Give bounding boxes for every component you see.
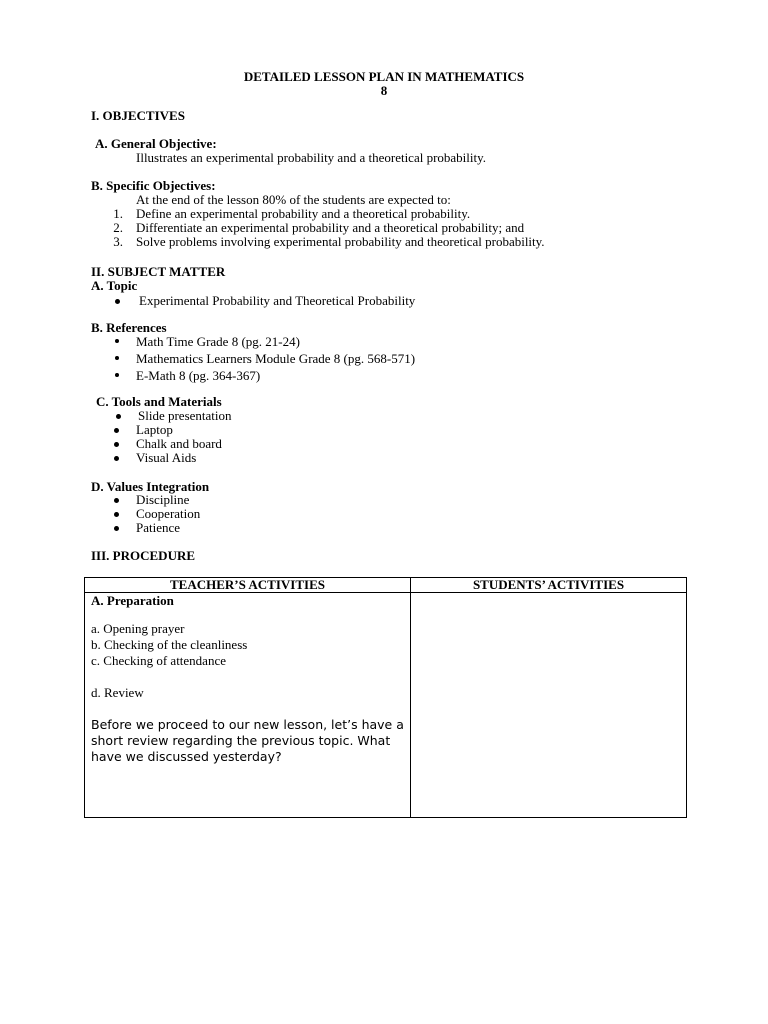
document-grade: 8 <box>380 83 388 98</box>
list-item: E-Math 8 (pg. 364-367) <box>136 368 261 383</box>
preparation-label: A. Preparation <box>91 593 174 608</box>
list-item: Slide presentation <box>138 408 232 423</box>
bullet-icon <box>114 456 119 461</box>
list-number: 2. <box>113 220 123 235</box>
list-item: Patience <box>136 520 181 535</box>
tools-label: C. Tools and Materials <box>96 394 222 409</box>
list-number: 3. <box>113 234 123 249</box>
list-item: Visual Aids <box>136 450 197 465</box>
bullet-icon <box>116 414 121 419</box>
list-item: Laptop <box>136 422 173 437</box>
general-objective-text: Illustrates an experimental probability and a theoretical probability. <box>136 150 487 165</box>
list-item: Cooperation <box>136 506 201 521</box>
review-text-line: have we discussed yesterday? <box>91 749 282 764</box>
table-row <box>85 593 687 818</box>
objectives-heading: I. OBJECTIVES <box>91 108 185 123</box>
list-item: b. Checking of the cleanliness <box>91 637 248 652</box>
teacher-activities-cell <box>85 593 411 818</box>
procedure-heading: III. PROCEDURE <box>91 548 196 563</box>
bullet-icon <box>115 339 119 343</box>
list-item: Experimental Probability and Theoretical Probability <box>139 293 416 308</box>
review-text-line: short review regarding the previous topic. What <box>91 733 391 748</box>
bullet-icon <box>114 428 119 433</box>
list-item: Mathematics Learners Module Grade 8 (pg. 568-571) <box>136 351 416 366</box>
list-item: Solve problems involving experimental probability and theoretical probability. <box>136 234 545 249</box>
bullet-icon <box>114 498 119 503</box>
list-item: a. Opening prayer <box>91 621 185 636</box>
students-activities-header: STUDENTS’ ACTIVITIES <box>411 578 687 593</box>
teacher-activities-header: TEACHER’S ACTIVITIES <box>85 578 411 593</box>
list-item: Chalk and board <box>136 436 222 451</box>
bullet-icon <box>114 526 119 531</box>
list-item: Discipline <box>136 492 190 507</box>
bullet-icon <box>114 512 119 517</box>
subject-matter-heading: II. SUBJECT MATTER <box>91 264 226 279</box>
procedure-table <box>84 577 687 818</box>
specific-objectives-intro: At the end of the lesson 80% of the students are expected to: <box>136 192 451 207</box>
list-item: Math Time Grade 8 (pg. 21-24) <box>136 334 300 349</box>
specific-objectives-label: B. Specific Objectives: <box>91 178 216 193</box>
list-item: Define an experimental probability and a theoretical probability. <box>136 206 471 221</box>
values-label: D. Values Integration <box>91 479 210 494</box>
topic-label: A. Topic <box>91 278 138 293</box>
students-activities-cell <box>411 593 687 818</box>
list-item: Differentiate an experimental probability and a theoretical probability; and <box>136 220 525 235</box>
bullet-icon <box>115 373 119 377</box>
review-text-line: Before we proceed to our new lesson, let’s have a <box>91 717 404 732</box>
references-label: B. References <box>91 320 167 335</box>
table-header-row <box>85 578 687 593</box>
bullet-icon <box>115 299 120 304</box>
list-item: c. Checking of attendance <box>91 653 226 668</box>
review-label: d. Review <box>91 685 144 700</box>
document-title: DETAILED LESSON PLAN IN MATHEMATICS <box>243 69 525 84</box>
bullet-icon <box>115 356 119 360</box>
general-objective-label: A. General Objective: <box>95 136 217 151</box>
bullet-icon <box>114 442 119 447</box>
list-number: 1. <box>113 206 123 221</box>
